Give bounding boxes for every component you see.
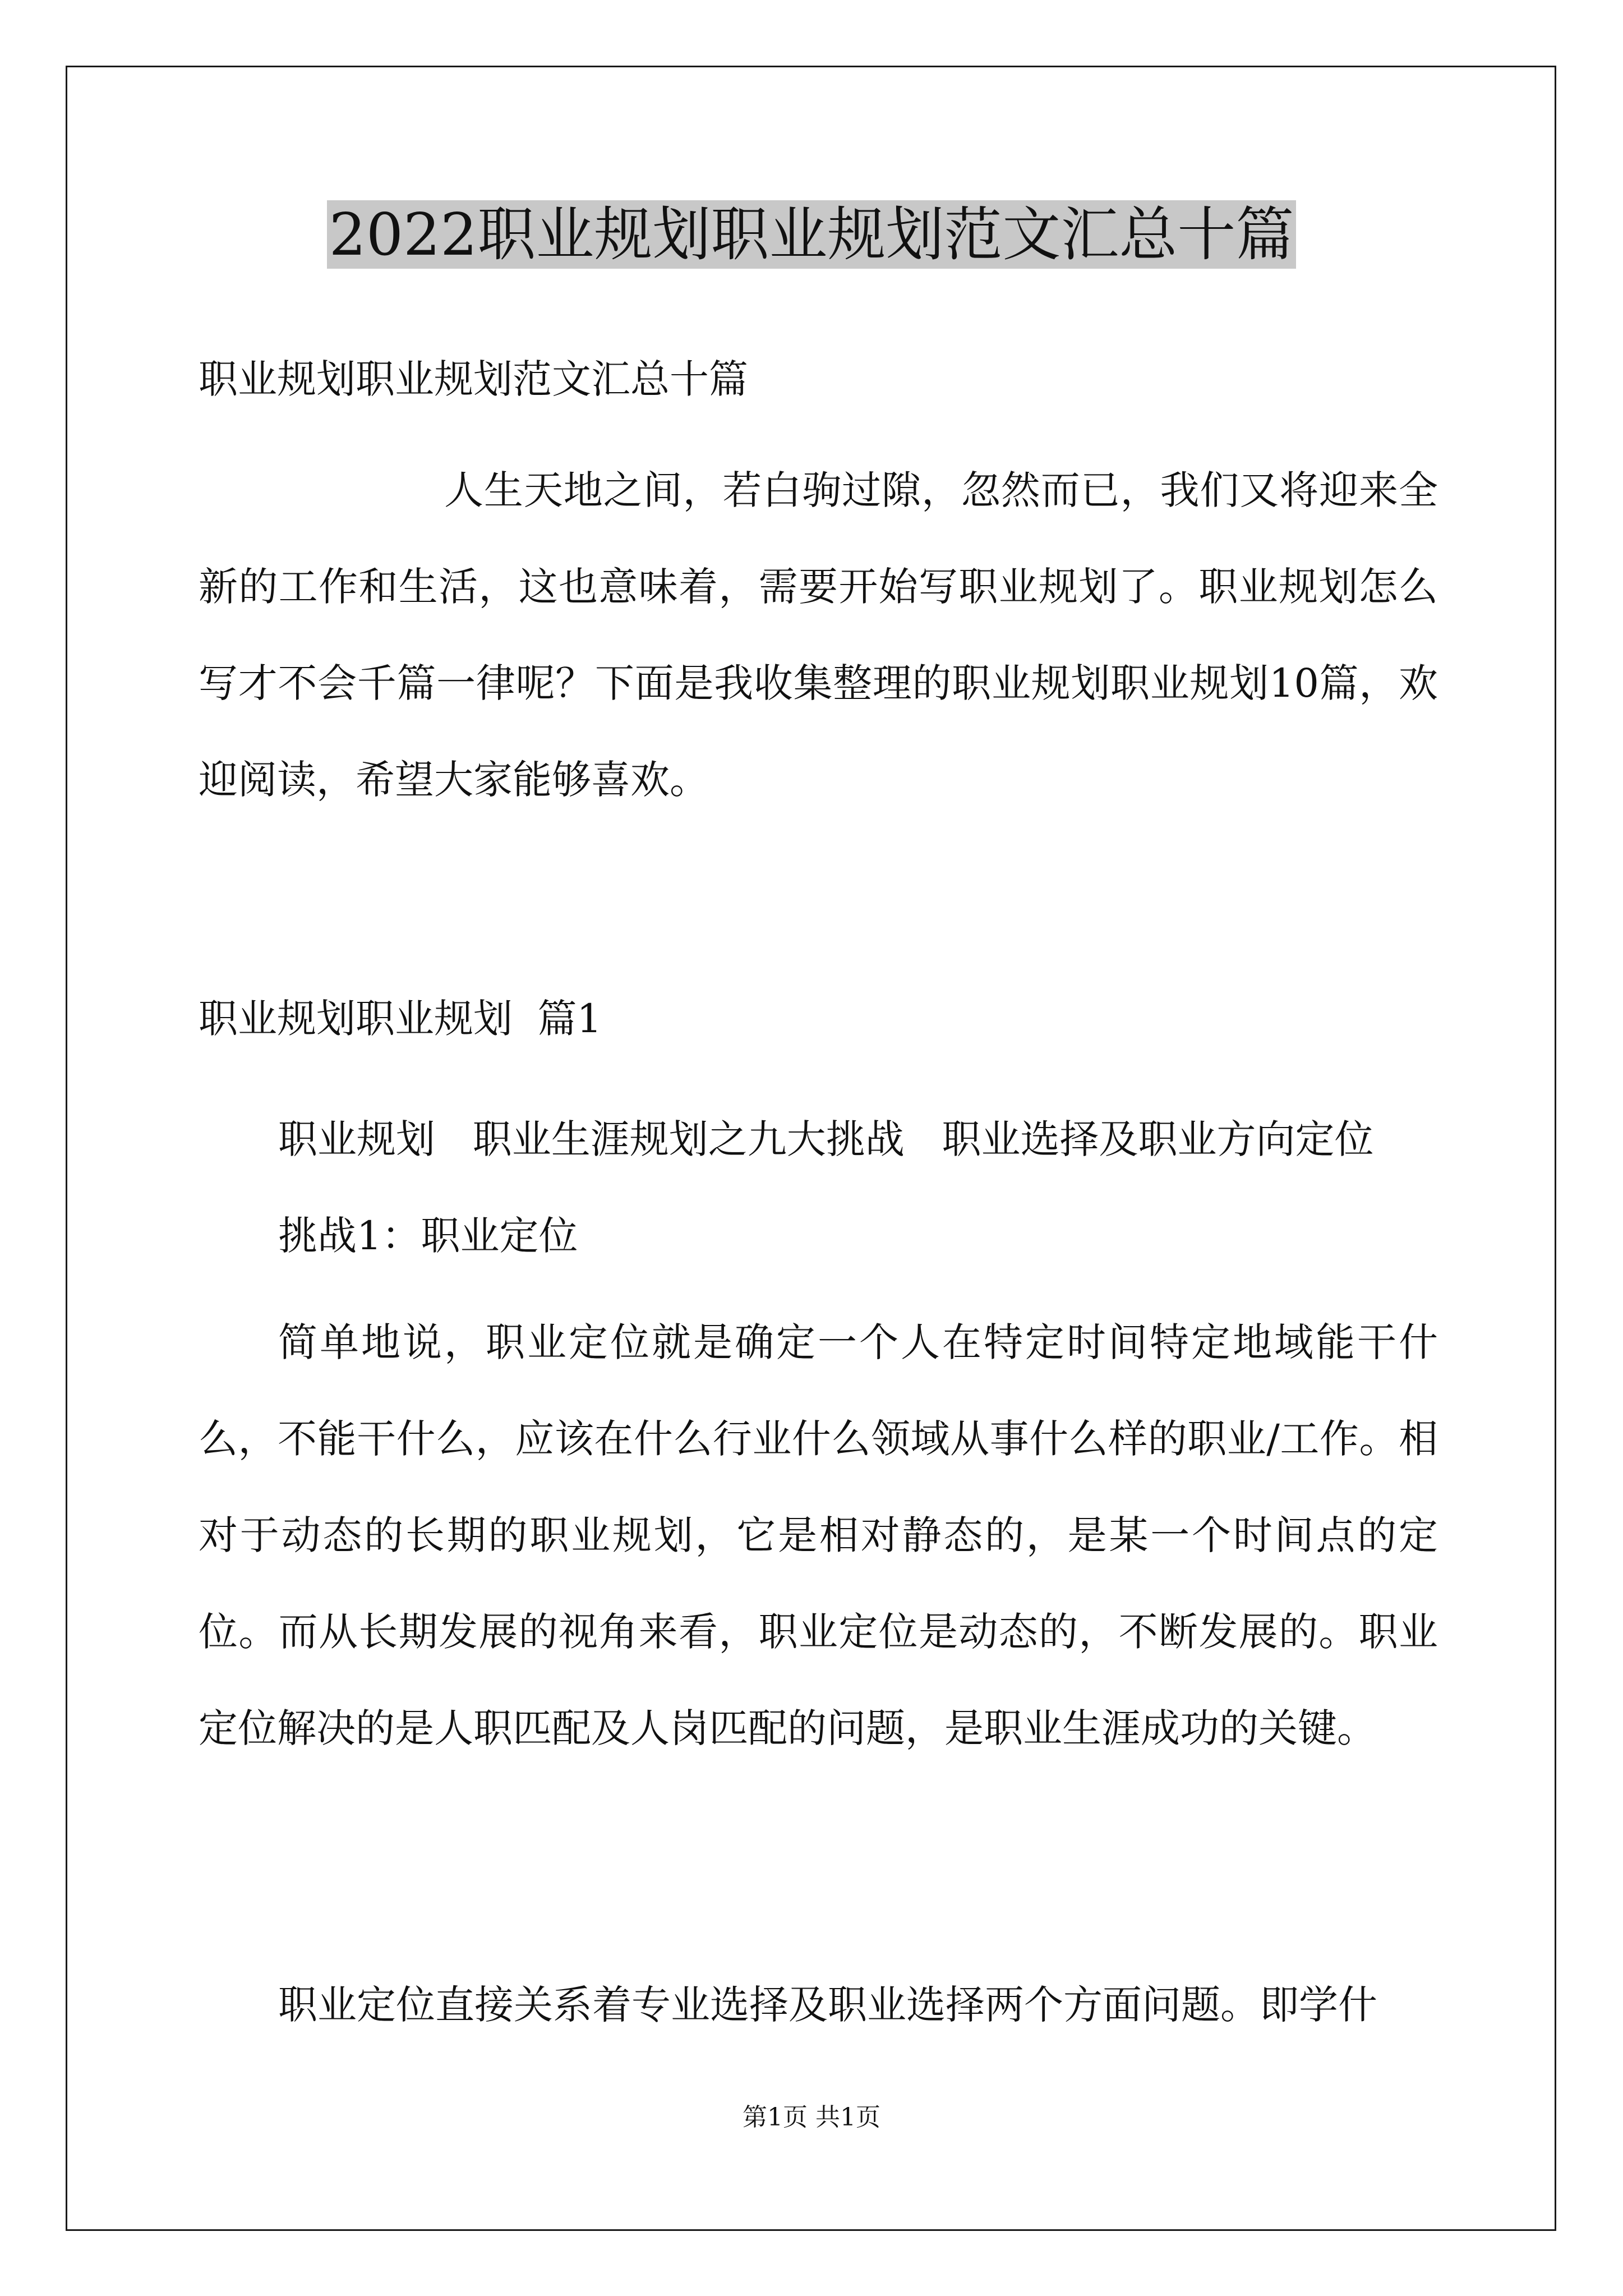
body-paragraph-2: 职业定位直接关系着专业选择及职业选择两个方面问题。即学什 — [278, 1982, 1377, 2028]
intro-paragraph: 人生天地之间，若白驹过隙，忽然而已，我们又将迎来全新的工作和生活，这也意味着，需要开始写职业规划了。职业规划怎么写才不会千篇一律呢？下面是我收集整理的职业规划职业规划10篇，欢迎阅读，希望大家能够喜欢。 — [199, 467, 1438, 803]
page-footer: 第1页 共1页 — [743, 2103, 880, 2132]
section-heading: 职业规划职业规划 篇1 — [199, 996, 602, 1042]
body-paragraph-1: 简单地说，职业定位就是确定一个人在特定时间特定地域能干什么，不能干什么，应该在什么行业什么领域从事什么样的职业/工作。相对于动态的长期的职业规划，它是相对静态的，是某一个时间点的定位。而从长期发展的视角来看，职业定位是动态的，不断发展的。职业定位解决的是人职匹配及人岗匹配的问题，是职业生涯成功的关键。 — [199, 1319, 1438, 1751]
document-title: 2022职业规划职业规划范文汇总十篇 — [0, 195, 1623, 274]
challenge-heading: 挑战1：职业定位 — [278, 1213, 578, 1259]
document-subtitle: 职业规划职业规划范文汇总十篇 — [199, 356, 748, 402]
topics-line: 职业规划 职业生涯规划之九大挑战 职业选择及职业方向定位 — [278, 1116, 1374, 1162]
